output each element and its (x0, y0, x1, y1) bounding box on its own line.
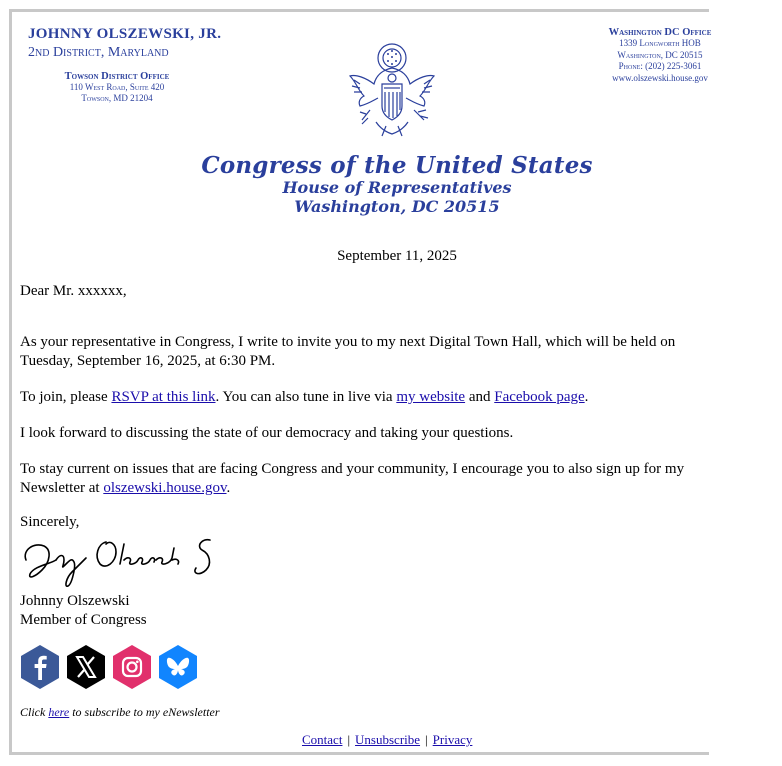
dc-office-line4: www.olszewski.house.gov (612, 72, 708, 83)
paragraph-join-text-2: . You can also tune in live via (215, 389, 397, 405)
letterhead (192, 152, 602, 216)
salutation: Dear Mr. xxxxxx, (20, 283, 127, 299)
unsubscribe-link[interactable]: Unsubscribe (355, 732, 421, 747)
district-office-line2: Towson, MD 21204 (81, 93, 153, 103)
signer-name: Johnny Olszewski (20, 593, 130, 609)
subscribe-link[interactable]: here (48, 705, 70, 719)
social-links (20, 644, 198, 690)
paragraph-newsletter-text: Newsletter at (20, 480, 104, 496)
website-link[interactable]: my website (396, 389, 466, 405)
letterhead-house: House of Representatives (282, 178, 512, 197)
representative-name: JOHNNY OLSZEWSKI, JR. (28, 26, 222, 42)
facebook-icon[interactable] (20, 644, 60, 690)
district-label: 2nd District, Maryland (28, 45, 169, 60)
footer-separator: | (425, 732, 428, 747)
privacy-link[interactable]: Privacy (432, 732, 473, 747)
paragraph-forward: I look forward to discussing the state of our democracy and taking your questions. (20, 425, 514, 441)
letter-frame (9, 9, 712, 755)
signature-block (20, 592, 147, 630)
website-url-link[interactable]: olszewski.house.gov (103, 480, 227, 496)
paragraph-invite-line2: Tuesday, September 16, 2025, at 6:30 PM. (20, 353, 276, 369)
handwritten-signature (20, 530, 220, 590)
signer-title: Member of Congress (20, 612, 147, 628)
paragraph-newsletter-line2 (20, 479, 684, 498)
paragraph-join-end: . (584, 389, 589, 405)
letterhead-city: Washington, DC 20515 (294, 197, 500, 216)
bluesky-icon[interactable] (158, 644, 198, 690)
instagram-icon[interactable] (112, 644, 152, 690)
footer-separator: | (347, 732, 351, 747)
contact-link[interactable]: Contact (302, 732, 343, 747)
district-office (58, 71, 176, 104)
closing: Sincerely, (20, 514, 80, 530)
paragraph-invite-line1: As your representative in Congress, I write to invite you to my next Digital Town Hall, which will be held on (20, 334, 676, 350)
paragraph-join-text: To join, please (20, 389, 112, 405)
dc-office-line1: 1339 Longworth HOB (619, 38, 701, 48)
eagle-seal-icon (346, 40, 438, 140)
paragraph-newsletter-end: . (226, 480, 231, 496)
district-office-line1: 110 West Road, Suite 420 (69, 82, 165, 92)
x-icon[interactable] (66, 644, 106, 690)
letter-date: September 11, 2025 (337, 248, 457, 264)
paragraph-newsletter (20, 460, 684, 498)
paragraph-join-and: and (465, 389, 495, 405)
letterhead-congress: Congress of the United States (201, 152, 593, 179)
rsvp-link[interactable]: RSVP at this link (111, 389, 216, 405)
paragraph-join (20, 388, 588, 407)
paragraph-newsletter-line1: To stay current on issues that are facing Congress and your community, I encourage you to also sign up for my (20, 461, 685, 477)
dc-office-title: Washington DC Office (608, 27, 712, 38)
header-left (28, 26, 221, 61)
paragraph-invite (20, 333, 675, 371)
subscribe-line (20, 705, 220, 720)
facebook-page-link[interactable]: Facebook page (494, 389, 585, 405)
district-office-title: Towson District Office (64, 71, 170, 82)
dc-office (600, 27, 720, 84)
subscribe-text: Click (20, 705, 49, 719)
subscribe-text-end: to subscribe to my eNewsletter (69, 705, 220, 719)
dc-office-line3: Phone: (202) 225-3061 (618, 61, 702, 71)
dc-office-line2: Washington, DC 20515 (617, 49, 703, 60)
footer-links (302, 732, 472, 748)
